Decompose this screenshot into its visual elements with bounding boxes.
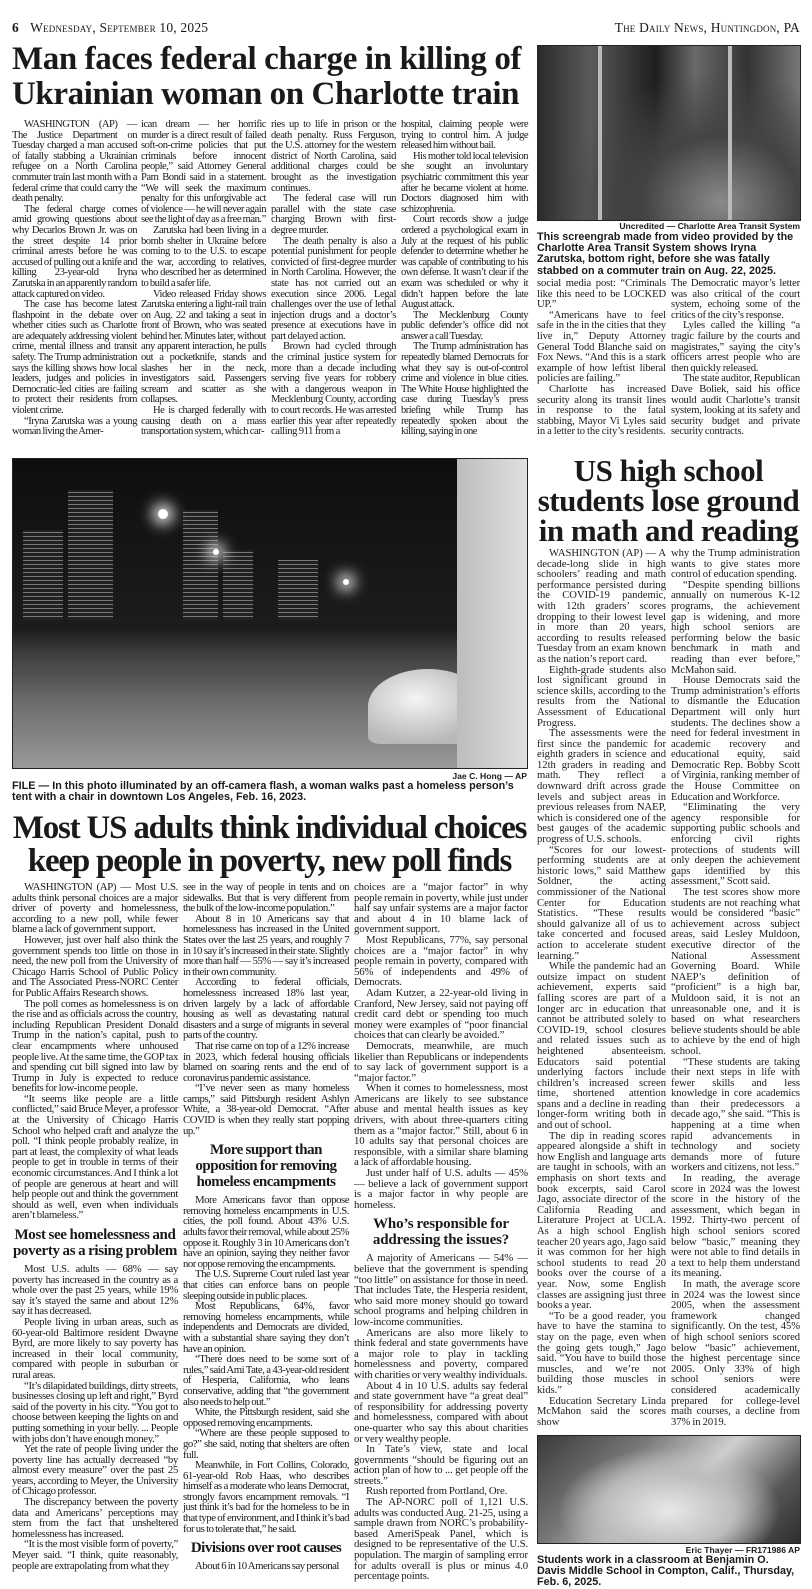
paragraph: The U.S. Supreme Court ruled last year that cities can enforce bans on people sleeping outside in public places.: [183, 1268, 349, 1302]
story3-column-1: [537, 549, 666, 1428]
paragraph: hospital, claiming people were trying to control him. A judge released him without bail.: [401, 119, 528, 152]
paragraph: Meanwhile, in Fort Collins, Colorado, 61-year-old Rob Haas, who describes himself as a moderate who leans Democrat, strongly favors encampment removals. “I just think it’s bad for the homeless to be in that type of environment, and I think it’s bad for us to tolerate that,” he said.: [183, 1459, 349, 1535]
paragraph: In math, the average score in 2024 was the lowest since 2005, when the assessment framework changed significantly. On the test, 45% of high school seniors scored below “basic” achievement, the highest percentage since 2005. Only 33% of high school seniors were considered academically prepared for college-level math courses, a decline from 37% in 2019.: [671, 1278, 800, 1428]
story1-photo-credit: Uncredited — Charlotte Area Transit System: [619, 221, 800, 231]
story3-headline: US high school students lose ground in math and reading: [537, 453, 800, 548]
paragraph: WASHINGTON (AP) — The Justice Department on Tuesday charged a man accused of fatally stabbing a Ukrainian refugee on a North Carolina commuter train last month with a federal crime that could carry the death penalty.: [12, 119, 137, 205]
classroom-photo: [537, 1435, 801, 1544]
paragraph: Charlotte has increased security along its transit lines in response to the fatal stabbing, Mayor Vi Lyles said in a letter to the city’s residents.: [537, 383, 666, 438]
paragraph: White, the Pittsburgh resident, said she opposed removing encampments.: [183, 1406, 349, 1429]
paragraph: “It seems like people are a little conflicted,” said Bruce Meyer, a professor at the University of Chicago Harris School who helped craft and analyze the poll. “I think people probably realize, in part at least, the complexity of what leads people to get in trouble in terms of their economic circumstances. And I think a lot of people are generous at heart and will help people out and think the government should as well, even when individuals aren’t blameless.”: [12, 1092, 178, 1222]
paragraph: People living in urban areas, such as 60-year-old Baltimore resident Dwayne Byrd, are more likely to say poverty has increased in their local community, compared with people in suburban or rural areas.: [12, 1315, 178, 1381]
paragraph: In Tate’s view, state and local governments “should be figuring out an action plan of how to ... get people off the streets.”: [354, 1443, 528, 1487]
paragraph: Americans are also more likely to think federal and state governments have a major role to play in tackling homelessness and poverty, compared with charities or very wealthy individuals.: [354, 1326, 528, 1381]
paragraph: About 8 in 10 Americans say that homelessness has increased in the United States over the last 25 years, and roughly 7 in 10 say it’s increased in their state. Slightly more than half — 55% — say it’s increased in their own community.: [183, 912, 349, 978]
subheadline: Most see homelessness and poverty as a rising problem: [12, 1227, 178, 1259]
paragraph: social media post: “Criminals like this need to be LOCKED UP.”: [537, 278, 666, 311]
paragraph: “Americans have to feel safe in the in the cities that they live in,” Deputy Attorney General Todd Blanche said on Fox News. “And this is a stark example of how leftist liberal policies are failing.”: [537, 309, 666, 385]
story2-column-2: [183, 882, 349, 1572]
paragraph: Rush reported from Portland, Ore.: [366, 1485, 508, 1498]
train-photo: [537, 45, 801, 221]
story1-photo-caption: This screengrab made from video provided by the Charlotte Area Transit System shows Iryna Zarutska, bottom right, before she was fatally stabbed on a commuter train on Aug. 22, 2025.: [537, 231, 794, 277]
paragraph: The state auditor, Republican Dave Boliek, said his office would audit Charlotte’s transit system, looking at its safety and security budget and private security contracts.: [671, 373, 801, 438]
paragraph: About 6 in 10 Americans say personal: [195, 1560, 339, 1573]
paragraph: The federal case will run parallel with the state case charging Brown with first-degree murder.: [271, 193, 396, 236]
paragraph: Video released Friday shows Zarutska entering a light-rail train on Aug. 22 and taking a seat in front of Brown, who was seated behind her. Minutes later, without any apparent interaction, he pulls out a pocketknife, stands and slashes her in the neck, investigators said. Passengers scream and scatter as she collapses.: [141, 288, 266, 406]
photo2-caption: FILE — In this photo illuminated by an off-camera flash, a woman walks past a homeless person’s tent with a chair in downtown Los Angeles, Feb. 16, 2023.: [12, 780, 514, 804]
paper-name: The Daily News, Huntingdon, PA: [614, 20, 800, 35]
story3-photo-credit: Eric Thayer — FR171986 AP: [685, 1545, 800, 1555]
paragraph: Lyles called the killing “a tragic failure by the courts and magistrates,” saying the city’s officers arrest people who are then quickly released.: [671, 320, 800, 374]
paragraph: “I’ve never seen as many homeless camps,” said Pittsburgh resident Ashlyn White, a 38-year-old Democrat. “After COVID is when they really start popping up.”: [183, 1082, 349, 1137]
paragraph: The Democratic mayor’s letter was also critical of the court system, echoing some of the critics of the city’s response.: [671, 278, 800, 321]
homeless-tent-photo: [12, 458, 528, 769]
paragraph: According to federal officials, homelessness increased 18% last year, driven largely by a lack of affordable housing as well as devastating natural disasters and a surge of migrants in several parts of the country.: [183, 976, 349, 1042]
paragraph: When it comes to homelessness, most Americans are likely to see substance abuse and mental health issues as key drivers, with about three-quarters citing them as a “major factor.” Still, about 6 in 10 adults say that personal choices are responsible, with a similar share blaming a lack of affordable housing.: [354, 1082, 528, 1169]
paragraph: “These students are taking their next steps in life with fewer skills and less knowledge in core academics than their predecessors a decade ago,” she said. “This is happening at a time when rapid advancements in technology and society demands more of future workers and citizens, not less.”: [671, 1056, 800, 1174]
story1-column-1: [12, 120, 137, 438]
paragraph: why the Trump administration wants to give states more control of education spending.: [671, 548, 800, 581]
paragraph: The Mecklenburg County public defender’s office did not answer a call Tuesday.: [401, 309, 528, 342]
paragraph: While the pandemic had an outsize impact on student achievement, experts said falling scores are part of a longer arc in education that cannot be attributed solely to COVID-19, school closures and related issues such as heightened absenteeism. Educators said potential underlying factors include children’s increased screen time, shortened attention spans and a decline in reading longer-form writing both in and out of school.: [537, 961, 666, 1132]
paragraph: He is charged federally with causing death on a mass transportation system, which car-: [141, 405, 266, 438]
paragraph: The case has become latest flashpoint in the debate over whether cities such as Charlotte are adequately addressing violent crime, mental illness and transit safety. The Trump administration says the killing shows how local leaders, judges and policies in Democratic-led cities are failing to protect their residents from violent crime.: [12, 299, 137, 417]
story3-column-2: [671, 549, 800, 1428]
subheadline: More support than opposition for removing homeless encampments: [195, 1142, 337, 1191]
story1-column-3: [271, 120, 396, 438]
paragraph: Democrats, meanwhile, are much likelier than Republicans or independents to say lack of government support is a “major factor.”: [354, 1039, 528, 1084]
paragraph: The dip in reading scores appeared alongside a shift in how English and language arts are taught in schools, with an emphasis on short texts and book excerpts, said Carol Jago, associate director of the California Reading and Literature Project at UCLA. As a high school English teacher 20 years ago, Jago said it was common for her high school students to read 20 books over the course of a year. Now, some English classes are assigning just three books a year.: [537, 1130, 666, 1312]
paragraph: choices are a “major factor” in why people remain in poverty, while just under half say unfair systems are a major factor and about 4 in 10 blame lack of government support.: [354, 881, 528, 936]
paragraph: The discrepancy between the poverty data and Americans’ perceptions may stem from the fact that unsheltered homelessness has increased.: [12, 1496, 178, 1540]
paragraph: Adam Kutzer, a 22-year-old living in Cranford, New Jersey, said not paying off credit card debt or spending too much money were examples of “poor financial choices that can clearly be avoided.”: [354, 986, 528, 1042]
story1-column-5: [537, 279, 666, 438]
paragraph: “Scores for our lowest-performing students are at historic lows,” said Matthew Soldner, the acting commissioner of the National Center for Education Statistics. “These results should galvanize all of us to take concerted and focused action to accelerate student learning.”: [537, 844, 666, 962]
paragraph: His mother told local television she sought an involuntary psychiatric commitment this year after he became violent at home. Doctors diagnosed him with schizophrenia.: [401, 150, 528, 215]
paragraph: Brown had cycled through the criminal justice system for more than a decade including serving five years for robbery with a dangerous weapon in Mecklenburg County, according to court records. He was arrested earlier this year after repeatedly calling 911 from a: [271, 341, 396, 438]
paragraph: More Americans favor than oppose removing homeless encampments in U.S. cities, the poll found. About 43% U.S. adults favor their removal, while about 25% oppose it. Roughly 3 in 10 Americans don’t have an opinion, saying they neither favor nor oppose removing the encampments.: [183, 1194, 349, 1270]
paragraph: The death penalty is also a potential punishment for people convicted of first-degree murder in North Carolina. However, the state has not carried out an execution since 2006. Legal challenges over the use of lethal injection drugs and a doctor’s presence at executions have in part delayed action.: [271, 235, 396, 342]
paragraph: The AP-NORC poll of 1,121 U.S. adults was conducted Aug. 21-25, using a sample drawn from NORC’s probability-based AmeriSpeak Panel, which is designed to be representative of the U.S. population. The margin of sampling error for adults overall is plus or minus 4.0 percentage points.: [354, 1496, 528, 1583]
paragraph: Zarutska had been living in a bomb shelter in Ukraine before coming to to the U.S. to escape the war, according to relatives, who described her as determined to build a safer life.: [141, 224, 266, 289]
paragraph: The poll comes as homelessness is on the rise and as officials across the country, including Republican President Donald Trump in the nation’s capital, push to clear encampments where unhoused people live. At the same time, the GOP tax and spending cut bill signed into law by Trump in July is expected to reduce benefits for low-income people.: [12, 997, 178, 1095]
page-number: 6: [12, 20, 19, 35]
story1-column-6: [671, 279, 800, 438]
paragraph: Just under half of U.S. adults — 45% — believe a lack of government support is a major factor in why people are homeless.: [354, 1167, 528, 1211]
paragraph: ries up to life in prison or the death penalty. Russ Ferguson, the U.S. attorney for the western district of North Carolina, said additional charges could be brought as the investigation continues.: [271, 119, 396, 194]
subheadline: Who’s responsible for addressing the issues?: [372, 1216, 510, 1249]
paragraph: However, just over half also think the government spends too little on those in need, the new poll from the University of Chicago Harris School of Public Policy and The Associated Press-NORC Center for Public Affairs Research shows.: [12, 933, 178, 999]
paragraph: “To be a good reader, you have to have the stamina to stay on the page, even when the going gets tough,” Jago said. “You have to build those muscles, and we’re not building those muscles in kids.”: [537, 1310, 666, 1396]
paragraph: “Where are these people supposed to go?” she said, noting that shelters are often full.: [183, 1427, 349, 1461]
paragraph: see in the way of people in tents and on sidewalks. But that is very different from the bulk of the low-income population.”: [183, 881, 349, 915]
paragraph: House Democrats said the Trump administration’s efforts to dismantle the Education Department will only hurt students. The declines show a need for federal investment in academic recovery and educational equity, said Democratic Rep. Bobby Scott of Virginia, ranking member of the House Committee on Education and Workforce.: [671, 675, 800, 803]
subheadline: Divisions over root causes: [190, 1540, 342, 1557]
paragraph: That rise came on top of a 12% increase in 2023, which federal housing officials blamed on soaring rents and the end of coronavirus pandemic assistance.: [183, 1039, 349, 1084]
paragraph: A majority of Americans — 54% — believe that the government is spending “too little” on assistance for those in need. That includes Tate, the Hesperia resident, who said more money should go toward school programs and helping children in low-income communities.: [354, 1252, 528, 1328]
paragraph: “Eliminating the very agency responsible for supporting public schools and enforcing civil rights protections of students will only deepen the achievement gaps identified by this assessment,” Scott said.: [671, 802, 800, 888]
paragraph: “There does need to be some sort of rules,” said Ami Tate, a 43-year-old resident of Hesperia, California, who leans conservative, adding that “the government also needs to help out.”: [183, 1353, 349, 1408]
paragraph: Most Republicans, 64%, favor removing homeless encampments, while independents and Democrats are divided, with a substantial share saying they don’t have an opinion.: [183, 1300, 349, 1355]
story3-photo-caption: Students work in a classroom at Benjamin O. Davis Middle School in Compton, Calif., Thursday, Feb. 6, 2025.: [537, 1554, 795, 1589]
story1-column-4: [401, 120, 528, 438]
story2-column-3: [354, 882, 528, 1582]
story2-headline: Most US adults think individual choices keep people in poverty, new poll finds: [12, 810, 527, 879]
paragraph: The Trump administration has repeatedly blamed Democrats for what they say is out-of-control crime and violence in blue cities. The White House highlighted the case during Tuesday’s press briefing while Trump has repeatedly spoken about the killing, saying in one: [401, 341, 528, 438]
story1-headline: Man faces federal charge in killing of Ukrainian woman on Charlotte train: [12, 41, 522, 112]
photo2-credit: Jae C. Hong — AP: [452, 771, 527, 781]
paragraph: The assessments were the first since the pandemic for eighth graders in science and 12th graders in reading and math. They reflect a downward drift across grade levels and subject areas in previous releases from NAEP, which is considered one of the best gauges of the academic progress of U.S. schools.: [537, 728, 666, 846]
paragraph: The federal charge comes amid growing questions about why Decarlos Brown Jr. was on the street despite 14 prior criminal arrests before he was accused of pulling out a knife and killing 23-year-old Iryna Zarutska in an apparently random attack captured on video.: [12, 203, 137, 300]
story2-column-1: [12, 882, 178, 1571]
issue-date: Wednesday, September 10, 2025: [30, 20, 209, 35]
paragraph: Eighth-grade students also lost significant ground in science skills, according to the results from the National Assessment of Educational Progress.: [537, 664, 666, 729]
paragraph: In reading, the average score in 2024 was the lowest score in the history of the assessment, which began in 1992. Thirty-two percent of high school seniors scored below “basic,” meaning they were not able to find details in a text to help them understand its meaning.: [671, 1173, 800, 1280]
paragraph: WASHINGTON (AP) — Most U.S. adults think personal choices are a major driver of poverty and homelessness, according to a new poll, while fewer blame a lack of government support.: [12, 881, 178, 936]
paragraph: Court records show a judge ordered a psychological exam in July at the request of his public defender to determine whether he was capable of contributing to his own defense. It wasn’t clear if the exam was scheduled or why it didn’t happen before the late August attack.: [401, 214, 528, 311]
paragraph: Education Secretary Linda McMahon said the scores show: [537, 1395, 666, 1428]
paragraph: Most Republicans, 77%, say personal choices are a “major factor” in why people remain in poverty, compared with 56% of independents and 49% of Democrats.: [354, 933, 528, 989]
page-header: [12, 20, 800, 38]
paragraph: Most U.S. adults — 68% — say poverty has increased in the country as a whole over the past 25 years, while 19% say it’s stayed the same and about 12% say it has decreased.: [12, 1263, 178, 1318]
paragraph: “It is the most visible form of poverty,” Meyer said. “I think, quite reasonably, people are extrapolating from what they: [12, 1538, 178, 1572]
paragraph: “It’s dilapidated buildings, dirty streets, businesses closing up left and right,” Byrd said of the poverty in his city. “You got to choose between keeping the lights on and putting something in your belly. ... People with jobs don’t have enough money.”: [12, 1379, 178, 1445]
paragraph: Yet the rate of people living under the poverty line has actually decreased “by almost every measure” over the past 25 years, according to Meyer, the University of Chicago professor.: [12, 1443, 178, 1498]
paragraph: “Iryna Zarutska was a young woman living the Amer-: [12, 415, 137, 438]
story1-column-2: [141, 120, 266, 438]
paragraph: The test scores show more students are not reaching what would be considered “basic” achievement across subject areas, said Lesley Muldoon, executive director of the National Assessment Governing Board. While NAEP’s definition of “proficient” is a high bar, Muldoon said, it is not an unreasonable one, and it is based on what researchers believe students should be able to achieve by the end of high school.: [671, 887, 800, 1057]
paragraph: “Despite spending billions annually on numerous K-12 programs, the achievement gap is widening, and more high school seniors are performing below the basic benchmark in math and reading than ever before,” McMahon said.: [671, 579, 800, 676]
paragraph: WASHINGTON (AP) — A decade-long slide in high schoolers’ reading and math performance persisted during the COVID-19 pandemic, with 12th graders’ scores dropping to their lowest level in more than 20 years, according to results released Tuesday from an exam known as the nation’s report card.: [537, 548, 666, 665]
paragraph: About 4 in 10 U.S. adults say federal and state government have “a great deal” of responsibility for addressing poverty and homelessness, compared with about one-quarter who say this about charities or very wealthy people.: [354, 1379, 528, 1445]
paragraph: ican dream — her horrific murder is a direct result of failed soft-on-crime policies that put criminals before innocent people,” said Attorney General Pam Bondi said in a statement. “We will seek the maximum penalty for this unforgivable act of violence — he will never again see the light of day as a free man.”: [141, 119, 266, 226]
